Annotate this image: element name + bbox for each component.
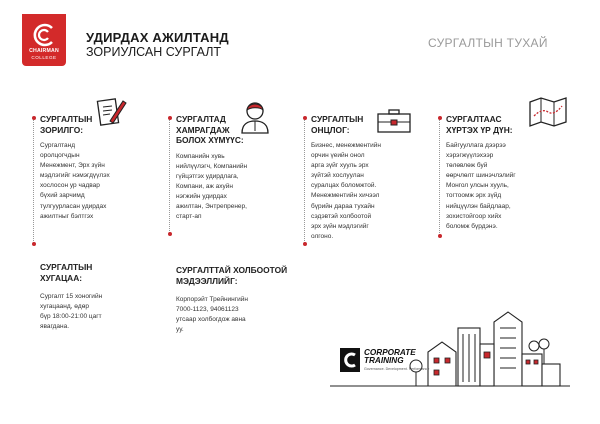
section-heading: СУРГАЛТЫН ЗОРИЛГО: xyxy=(40,114,93,135)
corporate-training-tagline: Governance. Development. Performance xyxy=(364,367,430,371)
corporate-training-mark-icon xyxy=(340,348,360,372)
section-heading: СУРГАЛТЫН ОНЦЛОГ: xyxy=(311,114,364,135)
section-divider xyxy=(304,117,305,245)
section-heading: СУРГАЛТТАЙ ХОЛБООТОЙ МЭДЭЭЛЛИЙГ: xyxy=(176,265,288,286)
section-contact xyxy=(176,265,306,335)
section-body: Бизнес, менежментийн орчин үеийн онол арга зүйг хууль эрх зүйтэй хослуулан суралцах боломжтой. Менежментийн хичээл бүрийн дараа тухайн сэдэвтэй холбоотой эрх зүйн мэдлэгийг олгоно. xyxy=(311,142,382,240)
section-divider xyxy=(169,117,170,235)
logo-text-line1: CHAIRMAN xyxy=(29,48,59,54)
section-body: Корпорэйт Трейнингийн 7000-1123, 94061123 утсаар холбогдож авна уу. xyxy=(176,296,248,334)
section-divider xyxy=(439,117,440,237)
section-divider xyxy=(33,117,34,245)
section-features xyxy=(311,114,421,242)
logo-text-line2: COLLEGE xyxy=(31,55,57,60)
section-duration xyxy=(40,262,150,332)
about-heading: СУРГАЛТЫН ТУХАЙ xyxy=(428,36,548,50)
section-body: Сургалтанд оролцогчдын Менежмент, Эрх зүйн мэдлэгийг нэмэгдүүлэх хослосон ур чадвар бүхий зарчимд тулгуурласан удирдах ажилтныг бэлтгэх xyxy=(40,142,110,220)
section-audience xyxy=(176,114,286,222)
college-emblem-icon xyxy=(30,22,58,48)
section-results xyxy=(446,114,562,232)
section-heading: СУРГАЛТЫН ХУГАЦАА: xyxy=(40,262,93,283)
corporate-training-logo xyxy=(340,348,450,378)
page-title-line1: УДИРДАХ АЖИЛТАНД xyxy=(86,30,229,45)
page-title-line2: ЗОРИУЛСАН СУРГАЛТ xyxy=(86,45,222,59)
section-heading: СУРГАЛТАД ХАМРАГДАЖ БОЛОХ ХҮМҮҮС: xyxy=(176,114,244,145)
section-body: Компанийн хувь нийлүүлэгч, Компанийн гүйцэтгэх удирдлага, Компани, аж ахуйн нэгжийн удирдах ажилтан, Энтрепренер, старт-ап xyxy=(176,152,248,221)
college-logo xyxy=(22,14,66,66)
section-body: Байгууллага дээрээ хэрэгжүүлэхээр төлөвлөж буй өөрчлөлт шинэчлэлийг Монгол улсын хууль, тогтоомж эрх зүйд нийцүүлэн байдлаар, зохистойгоор хийх боломж бүрдэнэ. xyxy=(446,142,516,230)
section-heading: СУРГАЛТААС ХҮРТЭХ ҮР ДҮН: xyxy=(446,114,513,135)
section-body: Сургалт 15 хоногийн хугацаанд, өдөр бүр 18:00-21:00 цагт явагдана. xyxy=(40,293,103,331)
section-purpose xyxy=(40,114,150,222)
corporate-training-name: CORPORATE TRAINING xyxy=(364,348,416,366)
